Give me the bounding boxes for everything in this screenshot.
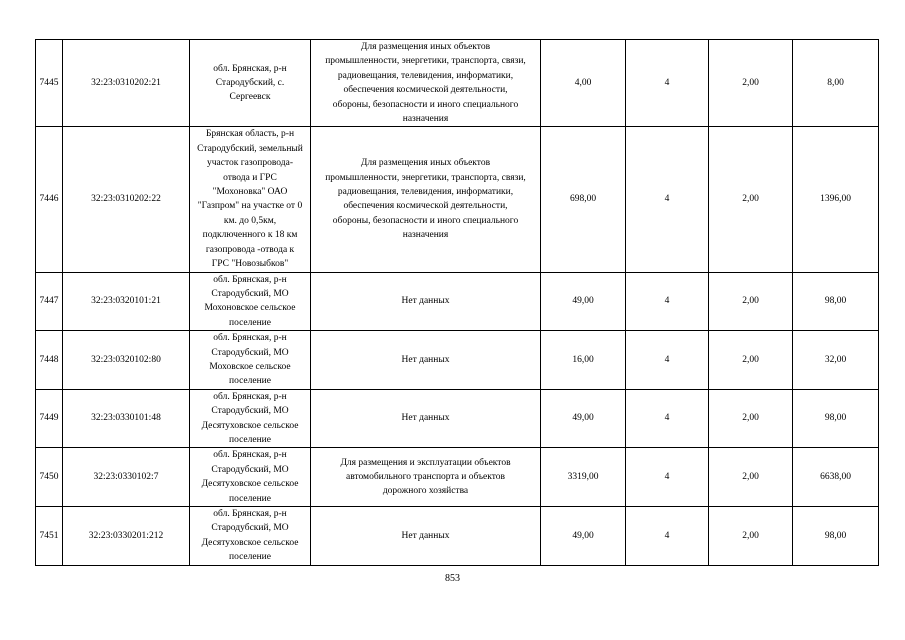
rate-cell: 2,00: [709, 272, 793, 331]
table-row: [36, 127, 879, 272]
coefficient-cell: 4: [626, 507, 709, 566]
coefficient-cell: 4: [626, 331, 709, 390]
coefficient-cell: 4: [626, 127, 709, 272]
total-cell: 98,00: [793, 272, 879, 331]
row-number: 7448: [36, 331, 63, 390]
total-cell: 6638,00: [793, 448, 879, 507]
rate-cell: 2,00: [709, 331, 793, 390]
table-row: [36, 389, 879, 448]
address-cell: обл. Брянская, р-н Стародубский, с. Сергеевск: [190, 40, 311, 127]
area-cell: 3319,00: [541, 448, 626, 507]
cadastral-number: 32:23:0320102:80: [63, 331, 190, 390]
total-cell: 1396,00: [793, 127, 879, 272]
purpose-cell: Нет данных: [311, 389, 541, 448]
purpose-cell: Для размещения иных объектов промышленности, энергетики, транспорта, связи, радиовещания, телевидения, информатики, обеспечения космической деятельности, обороны, безопасности и иного специального назначения: [311, 40, 541, 127]
purpose-cell: Нет данных: [311, 331, 541, 390]
cadastral-number: 32:23:0310202:22: [63, 127, 190, 272]
area-cell: 16,00: [541, 331, 626, 390]
table-body: [36, 40, 879, 566]
address-cell: обл. Брянская, р-н Стародубский, МО Десятуховское сельское поселение: [190, 389, 311, 448]
cadastral-number: 32:23:0330102:7: [63, 448, 190, 507]
rate-cell: 2,00: [709, 448, 793, 507]
table-row: [36, 331, 879, 390]
area-cell: 49,00: [541, 507, 626, 566]
coefficient-cell: 4: [626, 40, 709, 127]
area-cell: 698,00: [541, 127, 626, 272]
table-row: [36, 40, 879, 127]
cadastral-number: 32:23:0320101:21: [63, 272, 190, 331]
area-cell: 49,00: [541, 272, 626, 331]
table-row: [36, 507, 879, 566]
row-number: 7449: [36, 389, 63, 448]
page-number: 853: [445, 573, 460, 584]
total-cell: 98,00: [793, 507, 879, 566]
address-cell: обл. Брянская, р-н Стародубский, МО Десятуховское сельское поселение: [190, 448, 311, 507]
row-number: 7447: [36, 272, 63, 331]
rate-cell: 2,00: [709, 389, 793, 448]
purpose-cell: Нет данных: [311, 507, 541, 566]
table-row: [36, 272, 879, 331]
row-number: 7446: [36, 127, 63, 272]
total-cell: 32,00: [793, 331, 879, 390]
coefficient-cell: 4: [626, 389, 709, 448]
rate-cell: 2,00: [709, 127, 793, 272]
cadastral-number: 32:23:0310202:21: [63, 40, 190, 127]
address-cell: обл. Брянская, р-н Стародубский, МО Моховское сельское поселение: [190, 331, 311, 390]
row-number: 7445: [36, 40, 63, 127]
purpose-cell: Нет данных: [311, 272, 541, 331]
coefficient-cell: 4: [626, 448, 709, 507]
row-number: 7450: [36, 448, 63, 507]
rate-cell: 2,00: [709, 507, 793, 566]
area-cell: 4,00: [541, 40, 626, 127]
address-cell: обл. Брянская, р-н Стародубский, МО Десятуховское сельское поселение: [190, 507, 311, 566]
purpose-cell: Для размещения иных объектов промышленности, энергетики, транспорта, связи, радиовещания, телевидения, информатики, обеспечения космической деятельности, обороны, безопасности и иного специального назначения: [311, 127, 541, 272]
total-cell: 8,00: [793, 40, 879, 127]
cadastral-number: 32:23:0330101:48: [63, 389, 190, 448]
row-number: 7451: [36, 507, 63, 566]
address-cell: обл. Брянская, р-н Стародубский, МО Мохоновское сельское поселение: [190, 272, 311, 331]
cadastral-number: 32:23:0330201:212: [63, 507, 190, 566]
total-cell: 98,00: [793, 389, 879, 448]
land-parcel-table: [35, 39, 879, 566]
area-cell: 49,00: [541, 389, 626, 448]
coefficient-cell: 4: [626, 272, 709, 331]
rate-cell: 2,00: [709, 40, 793, 127]
address-cell: Брянская область, р-н Стародубский, земельный участок газопровода- отвода и ГРС "Мохоновка" ОАО "Газпром" на участке от 0 км. до 0,5км, подключенного к 18 км газопровода -отвода к ГРС "Новозыбков": [190, 127, 311, 272]
table-row: [36, 448, 879, 507]
purpose-cell: Для размещения и эксплуатации объектов автомобильного транспорта и объектов дорожного хозяйства: [311, 448, 541, 507]
